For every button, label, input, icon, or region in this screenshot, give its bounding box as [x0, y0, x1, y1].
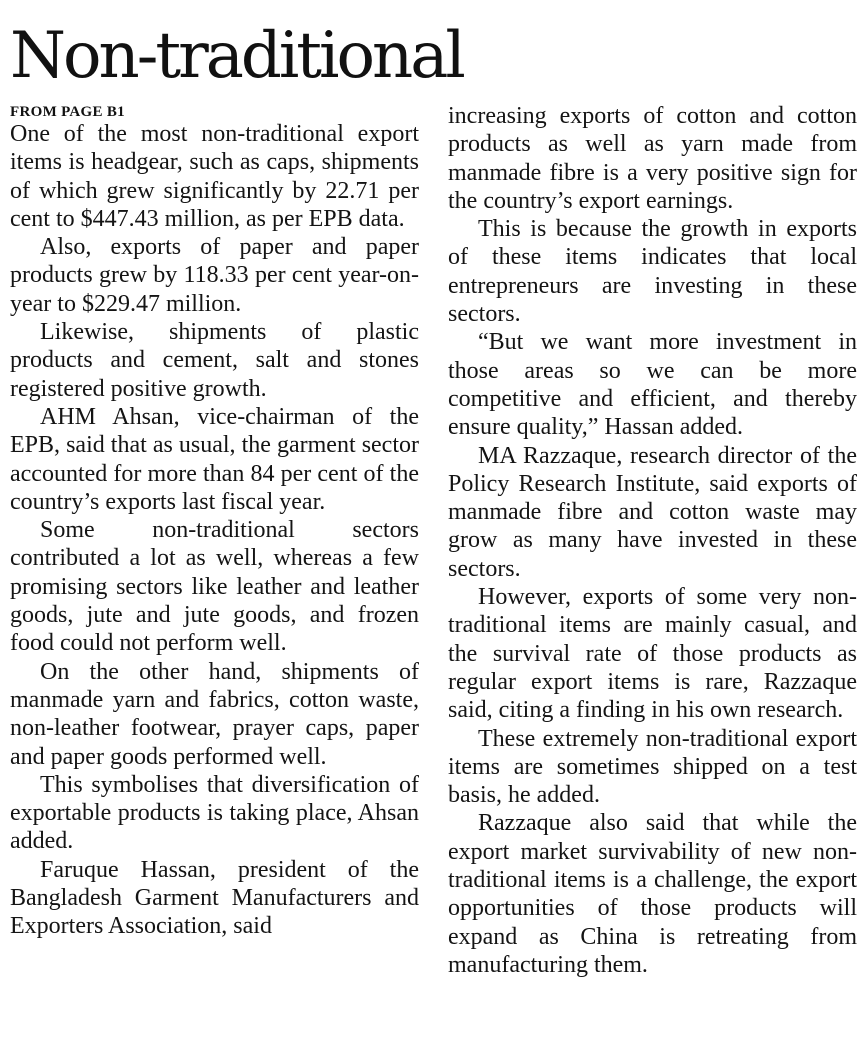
paragraph: MA Razzaque, research director of the Policy Research Institute, said exports of manmade fibre and cotton waste may grow as many have invested in these sectors.	[448, 442, 857, 582]
paragraph: “But we want more investment in those areas so we can be more competitive and efficient, and thereby ensure quality,” Hassan added.	[448, 329, 857, 441]
paragraph: increasing exports of cotton and cotton products as well as yarn made from manmade fibre is a very positive sign for the country’s export earnings.	[448, 103, 857, 214]
paragraph: However, exports of some very non-traditional items are mainly casual, and the survival rate of those products as regular export items is rare, Razzaque said, citing a finding in his own research.	[448, 584, 857, 724]
jump-line: FROM PAGE B1	[10, 104, 125, 120]
paragraph: This is because the growth in exports of these items indicates that local entrepreneurs are investing in these sectors.	[448, 216, 857, 328]
headline: Non-traditional	[10, 19, 463, 93]
paragraph: This symbolises that diversification of exportable products is taking place, Ahsan added.	[10, 771, 419, 855]
paragraph: AHM Ahsan, vice-chairman of the EPB, said that as usual, the garment sector accounted for more than 84 per cent of the country’s exports last fiscal year.	[10, 403, 419, 515]
paragraph: Also, exports of paper and paper products grew by 118.33 per cent year-on-year to $229.47 million.	[10, 234, 419, 317]
right-column	[448, 102, 857, 979]
paragraph: On the other hand, shipments of manmade yarn and fabrics, cotton waste, non-leather footwear, prayer caps, paper and paper goods performed well.	[10, 658, 419, 770]
paragraph: These extremely non-traditional export items are sometimes shipped on a test basis, he added.	[448, 725, 857, 809]
left-column	[10, 102, 419, 941]
paragraph: Some non-traditional sectors contributed a lot as well, whereas a few promising sectors like leather and leather goods, jute and jute goods, and frozen food could not perform well.	[10, 517, 419, 657]
paragraph: Razzaque also said that while the export market survivability of new non-traditional items is a challenge, the export opportunities of those products will expand as China is retreating from manufacturing them.	[448, 810, 857, 978]
paragraph: One of the most non-traditional export items is headgear, such as caps, shipments of which grew significantly by 22.71 per cent to $447.43 million, as per EPB data.	[10, 121, 419, 232]
paragraph: Likewise, shipments of plastic products and cement, salt and stones registered positive growth.	[10, 319, 419, 402]
paragraph: Faruque Hassan, president of the Bangladesh Garment Manufacturers and Exporters Association, said	[10, 856, 419, 940]
